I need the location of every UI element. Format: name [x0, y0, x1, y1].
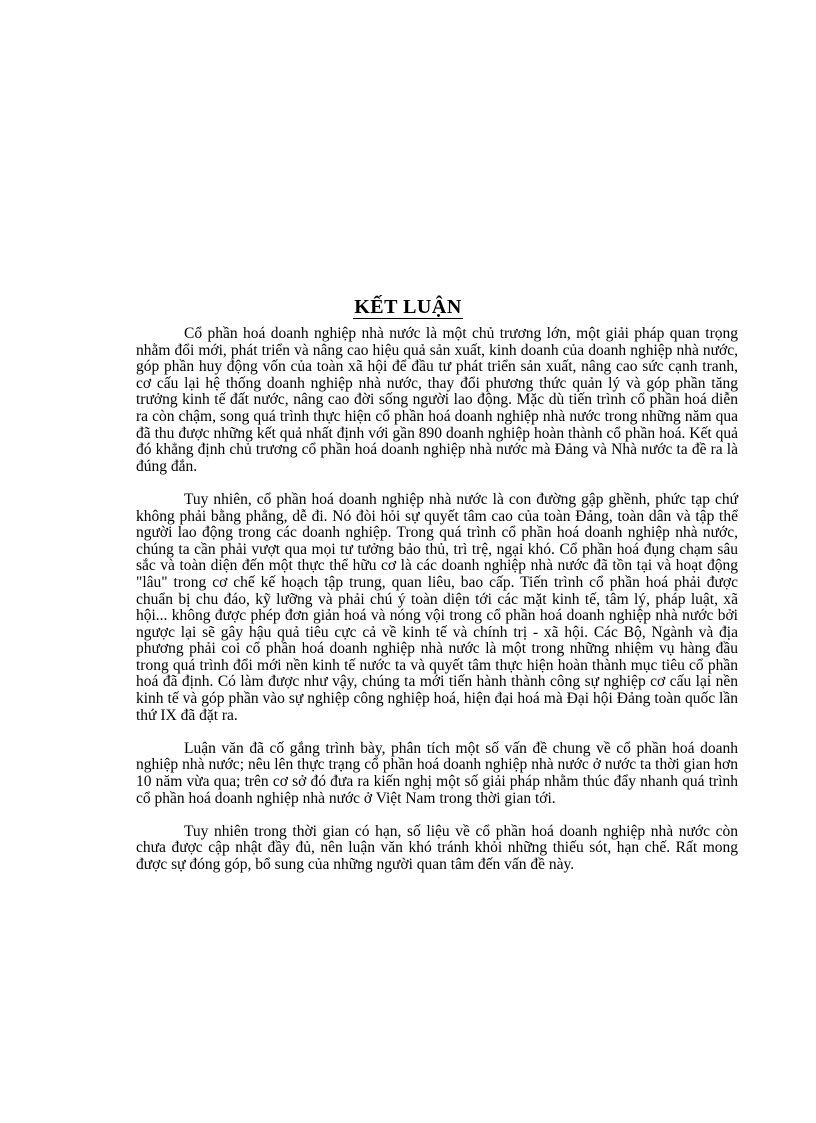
title-text: KẾT LUẬN: [354, 296, 462, 318]
paragraph-1: Cổ phần hoá doanh nghiệp nhà nước là một chủ trương lớn, một giải pháp quan trọng nhằm đổi mới, phát triển và nâng cao hiệu quả sản xuất, kinh doanh của doanh nghiệp nhà nước, góp phần huy động vốn của toàn xã hội để đầu tư phát triển sản xuất, nâng cao sức cạnh tranh, cơ cấu lại hệ thống doanh nghiệp nhà nước, thay đổi phương thức quản lý và góp phần tăng trưởng kinh tế đất nước, nâng cao đời sống người lao động. Mặc dù tiến trình cổ phần hoá diễn ra còn chậm, song quá trình thực hiện cổ phần hoá doanh nghiệp nhà nước trong những năm qua đã thu được những kết quả nhất định với gần 890 doanh nghiệp hoàn thành cổ phần hoá. Kết quả đó khẳng định chủ trương cổ phần hoá doanh nghiệp nhà nước mà Đảng và Nhà nước ta đề ra là đúng đắn.: [136, 325, 738, 475]
paragraph-4: Tuy nhiên trong thời gian có hạn, số liệu về cổ phần hoá doanh nghiệp nhà nước còn chưa được cập nhật đầy đủ, nên luận văn khó tránh khỏi những thiếu sót, hạn chế. Rất mong được sự đóng góp, bổ sung của những người quan tâm đến vấn đề này.: [136, 822, 738, 873]
paragraph-2: Tuy nhiên, cổ phần hoá doanh nghiệp nhà nước là con đường gập ghềnh, phức tạp chứ không phải bằng phẳng, dễ đi. Nó đòi hỏi sự quyết tâm cao của toàn Đảng, toàn dân và tập thể người lao động trong các doanh nghiệp. Trong quá trình cổ phần hoá doanh nghiệp nhà nước, chúng ta cần phải vượt qua mọi tư tưởng bảo thủ, trì trệ, ngại khó. Cổ phần hoá đụng chạm sâu sắc và toàn diện đến một thực thể hữu cơ là các doanh nghiệp nhà nước đã tồn tại và hoạt động "lâu" trong cơ chế kế hoạch tập trung, quan liêu, bao cấp. Tiến trình cổ phần hoá phải được chuẩn bị chu đáo, kỹ lưỡng và phải chú ý toàn diện tới các mặt kinh tế, tâm lý, pháp luật, xã hội... không được phép đơn giản hoá và nóng vội trong cổ phần hoá doanh nghiệp nhà nước bởi ngược lại sẽ gây hậu quả tiêu cực cả về kinh tế và chính trị - xã hội. Các Bộ, Ngành và địa phương phải coi cổ phần hoá doanh nghiệp nhà nước là một trong những nhiệm vụ hàng đầu trong quá trình đổi mới nền kinh tế nước ta và quyết tâm thực hiện hoàn thành mục tiêu cổ phần hoá đã định. Có làm được như vậy, chúng ta mới tiến hành thành công sự nghiệp cơ cấu lại nền kinh tế và góp phần vào sự nghiệp công nghiệp hoá, hiện đại hoá mà Đại hội Đảng toàn quốc lần thứ IX đã đặt ra.: [136, 490, 738, 724]
document-body: [136, 326, 738, 890]
page-title: [0, 296, 816, 319]
paragraph-3: Luận văn đã cố gắng trình bày, phân tích một số vấn đề chung về cổ phần hoá doanh nghiệp nhà nước; nêu lên thực trạng cổ phần hoá doanh nghiệp nhà nước ở nước ta thời gian hơn 10 năm vừa qua; trên cơ sở đó đưa ra kiến nghị một số giải pháp nhằm thúc đẩy nhanh quá trình cổ phần hoá doanh nghiệp nhà nước ở Việt Nam trong thời gian tới.: [136, 739, 738, 807]
